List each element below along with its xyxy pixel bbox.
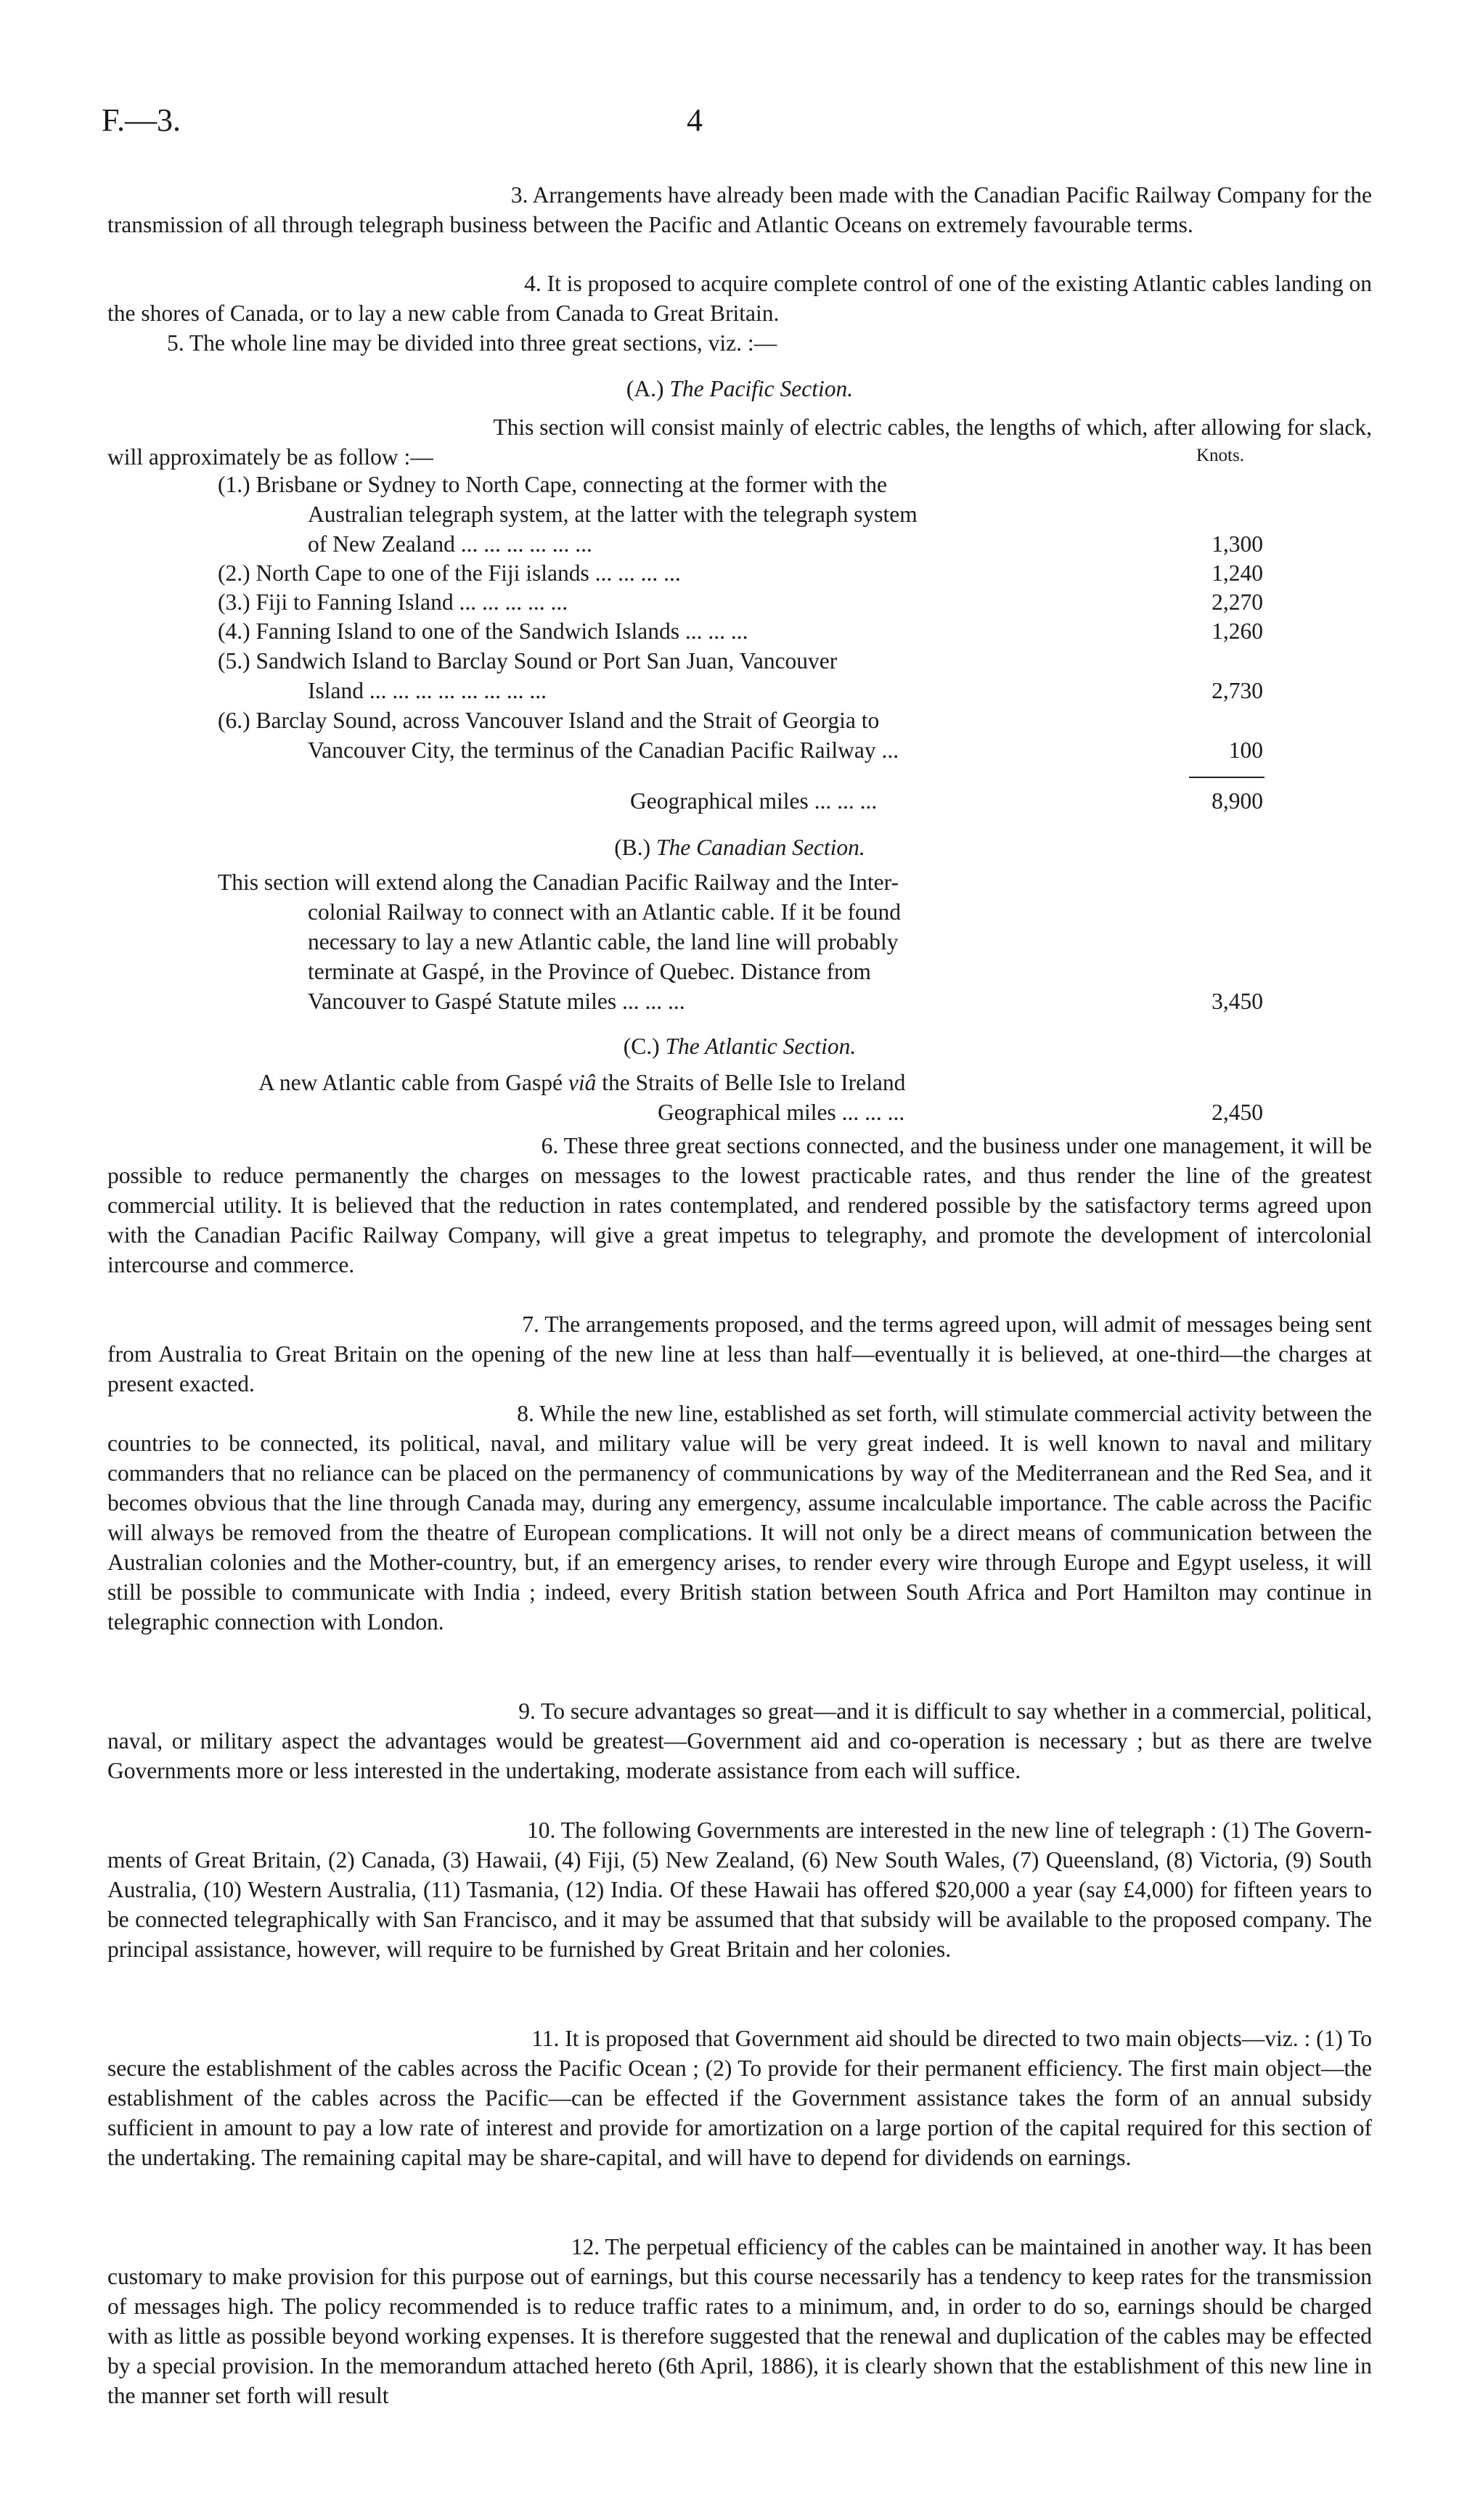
item-4-line1: (4.) Fanning Island to one of the Sandwich Islands ... ... ... <box>218 618 748 644</box>
paragraph-8 <box>107 1399 1372 1637</box>
paragraph-7 <box>107 1309 1372 1399</box>
section-c-heading <box>107 1034 1372 1060</box>
section-c-line1-end: the Straits of Belle Isle to Ireland <box>596 1070 906 1095</box>
knots-column-label: Knots. <box>1196 446 1244 465</box>
paragraph-5: 5. The whole line may be divided into three great sections, viz. :— <box>167 330 777 356</box>
section-c-title: The Atlantic Section. <box>665 1034 857 1059</box>
section-b-value: 3,450 <box>1212 989 1263 1014</box>
paragraph-3-body: transmission of all through telegraph business between the Pacific and Atlantic Oceans on extremely favourable terms. <box>107 212 1193 237</box>
paragraph-8-body: countries to be connected, its political, naval, and military value will be very great indeed. It is well known to naval and military commanders that no reliance can be placed on the permanency of communications by way of the Mediterranean and the Red Sea, and it becomes obvious that the line through Canada may, during any emergency, assume incalculable importance. The cable across the Pacific will always be removed from the theatre of European complications. It will not only be a direct means of communication between the Australian colonies and the Mother-country, but, if an emergency arises, to render every wire through Europe and Egypt useless, it will still be possible to communicate with India ; indeed, every British station between South Africa and Port Hamilton may continue in telegraphic connection with London. <box>107 1431 1372 1635</box>
item-1-line1: (1.) Brisbane or Sydney to North Cape, connecting at the former with the <box>218 472 888 497</box>
paragraph-7-first-line: 7. The arrangements proposed, and the terms agreed upon, will admit of messages being sent <box>522 1312 1372 1337</box>
section-b-line3: necessary to lay a new Atlantic cable, the land line will probably <box>308 929 899 954</box>
paragraph-12-body: customary to make provision for this purpose out of earnings, but this course necessarily has a tendency to keep rates for the transmission of messages high. The policy recommended is to reduce traffic rates to a minimum, and, in order to do so, earnings should be charged with as little as possible beyond working expenses. It is therefore suggested that the renewal and duplication of the cables may be effected by a special provision. In the memorandum attached hereto (6th April, 1886), it is clearly shown that the establishment of this new line in the manner set forth will result <box>107 2264 1372 2408</box>
section-a-total-value: 8,900 <box>1212 788 1263 814</box>
section-a-title: The Pacific Section. <box>669 376 854 401</box>
section-a-intro-line2: will approximately be as follow :— <box>107 444 433 470</box>
paragraph-12 <box>107 2232 1372 2410</box>
item-1-line2: Australian telegraph system, at the latter with the telegraph system <box>308 502 918 527</box>
paragraph-9-first-line: 9. To secure advantages so great—and it is difficult to say whether in a commercial, political, <box>518 1698 1372 1724</box>
section-c-line1 <box>258 1070 905 1096</box>
item-5-value: 2,730 <box>1212 678 1263 703</box>
item-5-line1: (5.) Sandwich Island to Barclay Sound or Port San Juan, Vancouver <box>218 648 838 674</box>
paragraph-7-body: from Australia to Great Britain on the opening of the new line at less than half—eventually it is believed, at one-third—the charges at present exacted. <box>107 1341 1372 1396</box>
paragraph-4-body: the shores of Canada, or to lay a new cable from Canada to Great Britain. <box>107 300 780 326</box>
section-a-intro-line1: This section will consist mainly of electric cables, the lengths of which, after allowing for slack, <box>493 414 1372 440</box>
total-rule <box>1189 777 1265 778</box>
item-4-value: 1,260 <box>1212 618 1263 644</box>
section-b-line4: terminate at Gaspé, in the Province of Quebec. Distance from <box>308 959 871 984</box>
paragraph-4-first-line: 4. It is proposed to acquire complete control of one of the existing Atlantic cables landing on <box>524 271 1372 296</box>
paragraph-10 <box>107 1815 1372 1964</box>
paragraph-9-body: naval, or military aspect the advantages would be greatest—Government aid and co-operation is necessary ; but as there are twelve Governments more or less interested in the undertaking, moderate assistance from each will suffice. <box>107 1728 1372 1783</box>
item-2-line1: (2.) North Cape to one of the Fiji islands ... ... ... ... <box>218 560 681 586</box>
section-a-intro <box>107 412 1372 442</box>
section-c-line1-start: A new Atlantic cable from Gaspé <box>258 1070 568 1095</box>
section-b-heading <box>107 835 1372 861</box>
paragraph-10-body: ments of Great Britain, (2) Canada, (3) Hawaii, (4) Fiji, (5) New Zealand, (6) New South Wales, (7) Queensland, (8) Victoria, (9) South Australia, (10) Western Australia, (11) Tasmania, (12) India. Of these Hawaii has offered $20,000 a year (say £4,000) for fifteen years to be connected telegraphically with San Francisco, and it may be assumed that that subsidy will be available to the proposed company. The principal assistance, however, will require to be furnished by Great Britain and her colonies. <box>107 1847 1372 1962</box>
paragraph-12-first-line: 12. The perpetual efficiency of the cables can be maintained in another way. It has been <box>571 2234 1372 2259</box>
paragraph-3 <box>107 180 1372 240</box>
section-b-title: The Canadian Section. <box>655 835 865 860</box>
section-b-line1: This section will extend along the Canadian Pacific Railway and the Inter- <box>218 870 899 895</box>
section-b-line5: Vancouver to Gaspé Statute miles ... ... ... <box>308 989 685 1014</box>
section-c-via: viâ <box>568 1070 597 1095</box>
item-3-line1: (3.) Fiji to Fanning Island ... ... ... ... ... <box>218 589 568 615</box>
paragraph-11-body: secure the establishment of the cables across the Pacific Ocean ; (2) To provide for their permanent efficiency. The first main object—the establishment of the cables across the Pacific—can be effected if the Government assistance takes the form of an annual subsidy sufficient in amount to pay a low rate of interest and provide for amortization on a large portion of the capital required for this section of the undertaking. The remaining capital may be share-capital, and will have to depend for dividends on earnings. <box>107 2055 1372 2170</box>
item-1-line3: of New Zealand ... ... ... ... ... ... <box>308 531 592 557</box>
section-c-label: (C.) <box>623 1034 660 1059</box>
paragraph-9 <box>107 1696 1372 1785</box>
document-reference: F.—3. <box>102 102 181 138</box>
paragraph-4 <box>107 269 1372 328</box>
section-b-line2: colonial Railway to connect with an Atlantic cable. If it be found <box>308 899 902 925</box>
item-6-line1: (6.) Barclay Sound, across Vancouver Island and the Strait of Georgia to <box>218 708 880 733</box>
paragraph-11-first-line: 11. It is proposed that Government aid should be directed to two main objects—viz. : (1) To <box>531 2026 1372 2051</box>
paragraph-8-first-line: 8. While the new line, established as set forth, will stimulate commercial activity between the <box>517 1401 1372 1426</box>
paragraph-6-body: possible to reduce permanently the charges on messages to the lowest practicable rates, and thus render the line of the greatest commercial utility. It is believed that the reduction in rates contemplated, and rendered possible by the satisfactory terms agreed upon with the Canadian Pacific Railway Company, will give a great impetus to telegraphy, and promote the development of intercolonial intercourse and commerce. <box>107 1163 1372 1277</box>
page-number: 4 <box>687 102 703 138</box>
paragraph-6-first-line: 6. These three great sections connected, and the business under one management, it will be <box>541 1133 1372 1158</box>
item-1-value: 1,300 <box>1212 531 1263 557</box>
item-5-line2: Island ... ... ... ... ... ... ... ... <box>308 678 547 703</box>
paragraph-10-first-line: 10. The following Governments are interested in the new line of telegraph : (1) The Govern- <box>527 1817 1372 1843</box>
item-2-value: 1,240 <box>1212 560 1263 586</box>
paragraph-6 <box>107 1131 1372 1280</box>
item-6-value: 100 <box>1228 737 1263 763</box>
paragraph-11 <box>107 2024 1372 2172</box>
section-c-line2: Geographical miles ... ... ... <box>658 1100 905 1125</box>
item-3-value: 2,270 <box>1212 589 1263 615</box>
item-6-line2: Vancouver City, the terminus of the Canadian Pacific Railway ... <box>308 737 899 763</box>
paragraph-3-first-line: 3. Arrangements have already been made with the Canadian Pacific Railway Company for the <box>510 182 1372 208</box>
section-b-label: (B.) <box>614 835 651 860</box>
section-a-label: (A.) <box>626 376 664 401</box>
section-c-value: 2,450 <box>1212 1100 1263 1125</box>
section-a-total-label: Geographical miles ... ... ... <box>630 788 878 814</box>
section-a-heading <box>107 376 1372 402</box>
